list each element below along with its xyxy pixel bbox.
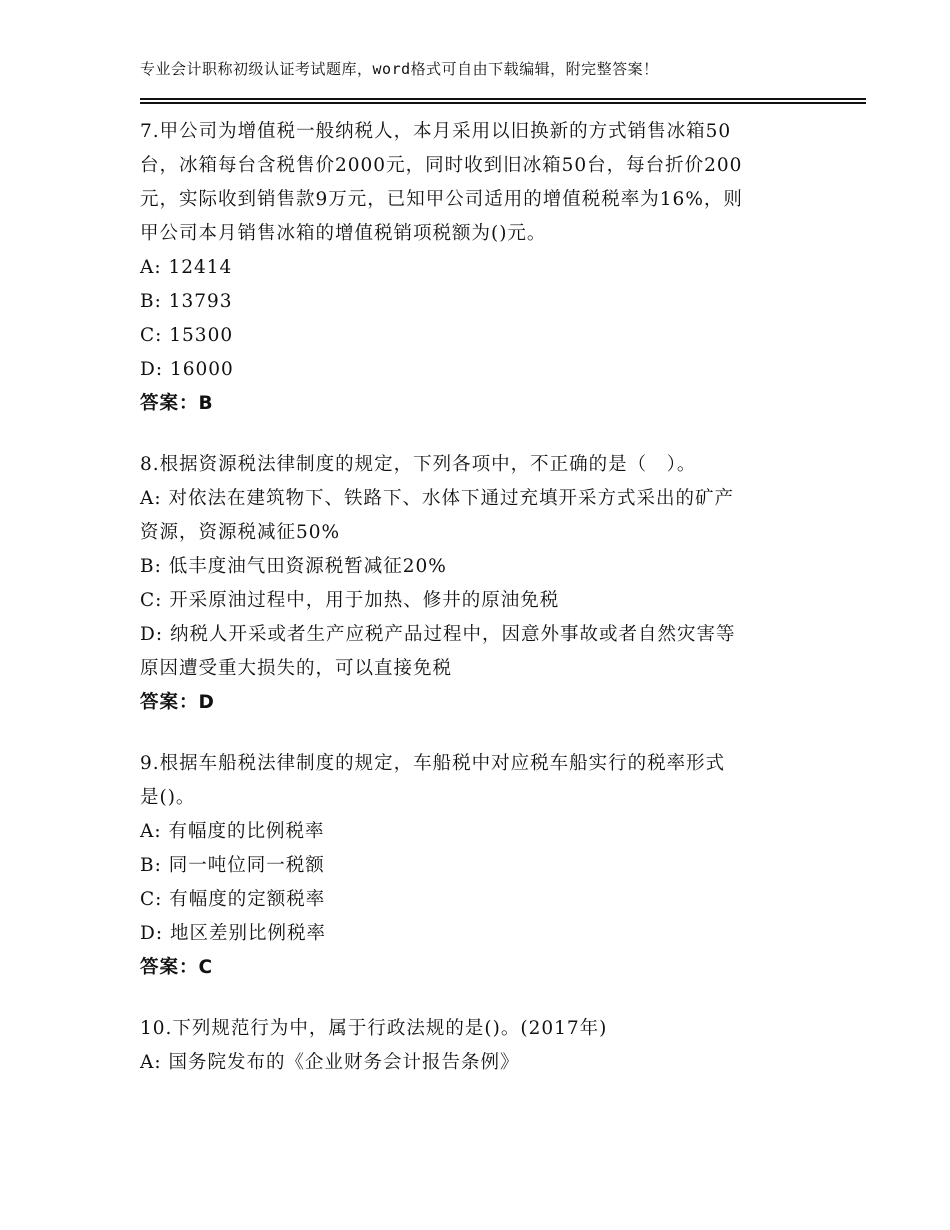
header-rule-bottom xyxy=(140,102,866,104)
option-a: A: 对依法在建筑物下、铁路下、水体下通过充填开采方式采出的矿产 xyxy=(140,488,734,509)
question-stem-line: 9.根据车船税法律制度的规定，车船税中对应税车船实行的税率形式 xyxy=(140,753,726,774)
question-9 xyxy=(140,747,820,985)
option-b: B: 同一吨位同一税额 xyxy=(140,855,325,876)
option-c: C: 15300 xyxy=(140,325,234,346)
answer-label: 答案：D xyxy=(140,692,215,713)
option-a: A: 有幅度的比例税率 xyxy=(140,821,325,842)
question-10 xyxy=(140,1012,820,1080)
question-stem-line: 8.根据资源税法律制度的规定，下列各项中，不正确的是（ ）。 xyxy=(140,454,697,475)
option-b: B: 13793 xyxy=(140,291,233,312)
option-d: D: 16000 xyxy=(140,359,234,380)
question-list xyxy=(140,115,820,1107)
option-a: A: 国务院发布的《企业财务会计报告条例》 xyxy=(140,1052,520,1073)
option-b: B: 低丰度油气田资源税暂减征20% xyxy=(140,556,447,577)
question-stem-line: 台，冰箱每台含税售价2000元，同时收到旧冰箱50台，每台折价200 xyxy=(140,155,743,176)
page-header: 专业会计职称初级认证考试题库，word格式可自由下载编辑，附完整答案！ xyxy=(140,60,659,78)
answer-label: 答案：C xyxy=(140,957,214,978)
header-rule-top xyxy=(140,98,866,100)
answer-label: 答案：B xyxy=(140,393,214,414)
question-stem-line: 元，实际收到销售款9万元，已知甲公司适用的增值税税率为16%，则 xyxy=(140,189,743,210)
question-stem-line: 10.下列规范行为中，属于行政法规的是()。(2017年) xyxy=(140,1018,608,1039)
option-d: D: 纳税人开采或者生产应税产品过程中，因意外事故或者自然灾害等 xyxy=(140,624,736,645)
question-8 xyxy=(140,448,820,720)
option-a-continued: 资源，资源税减征50% xyxy=(140,522,341,543)
option-a: A: 12414 xyxy=(140,257,233,278)
question-7 xyxy=(140,115,820,421)
option-d: D: 地区差别比例税率 xyxy=(140,923,326,944)
question-stem-line: 7.甲公司为增值税一般纳税人，本月采用以旧换新的方式销售冰箱50 xyxy=(140,121,732,142)
question-stem-line: 是()。 xyxy=(140,787,196,808)
option-c: C: 有幅度的定额税率 xyxy=(140,889,326,910)
option-d-continued: 原因遭受重大损失的，可以直接免税 xyxy=(140,658,453,679)
option-c: C: 开采原油过程中，用于加热、修井的原油免税 xyxy=(140,590,560,611)
question-stem-line: 甲公司本月销售冰箱的增值税销项税额为()元。 xyxy=(140,223,547,244)
